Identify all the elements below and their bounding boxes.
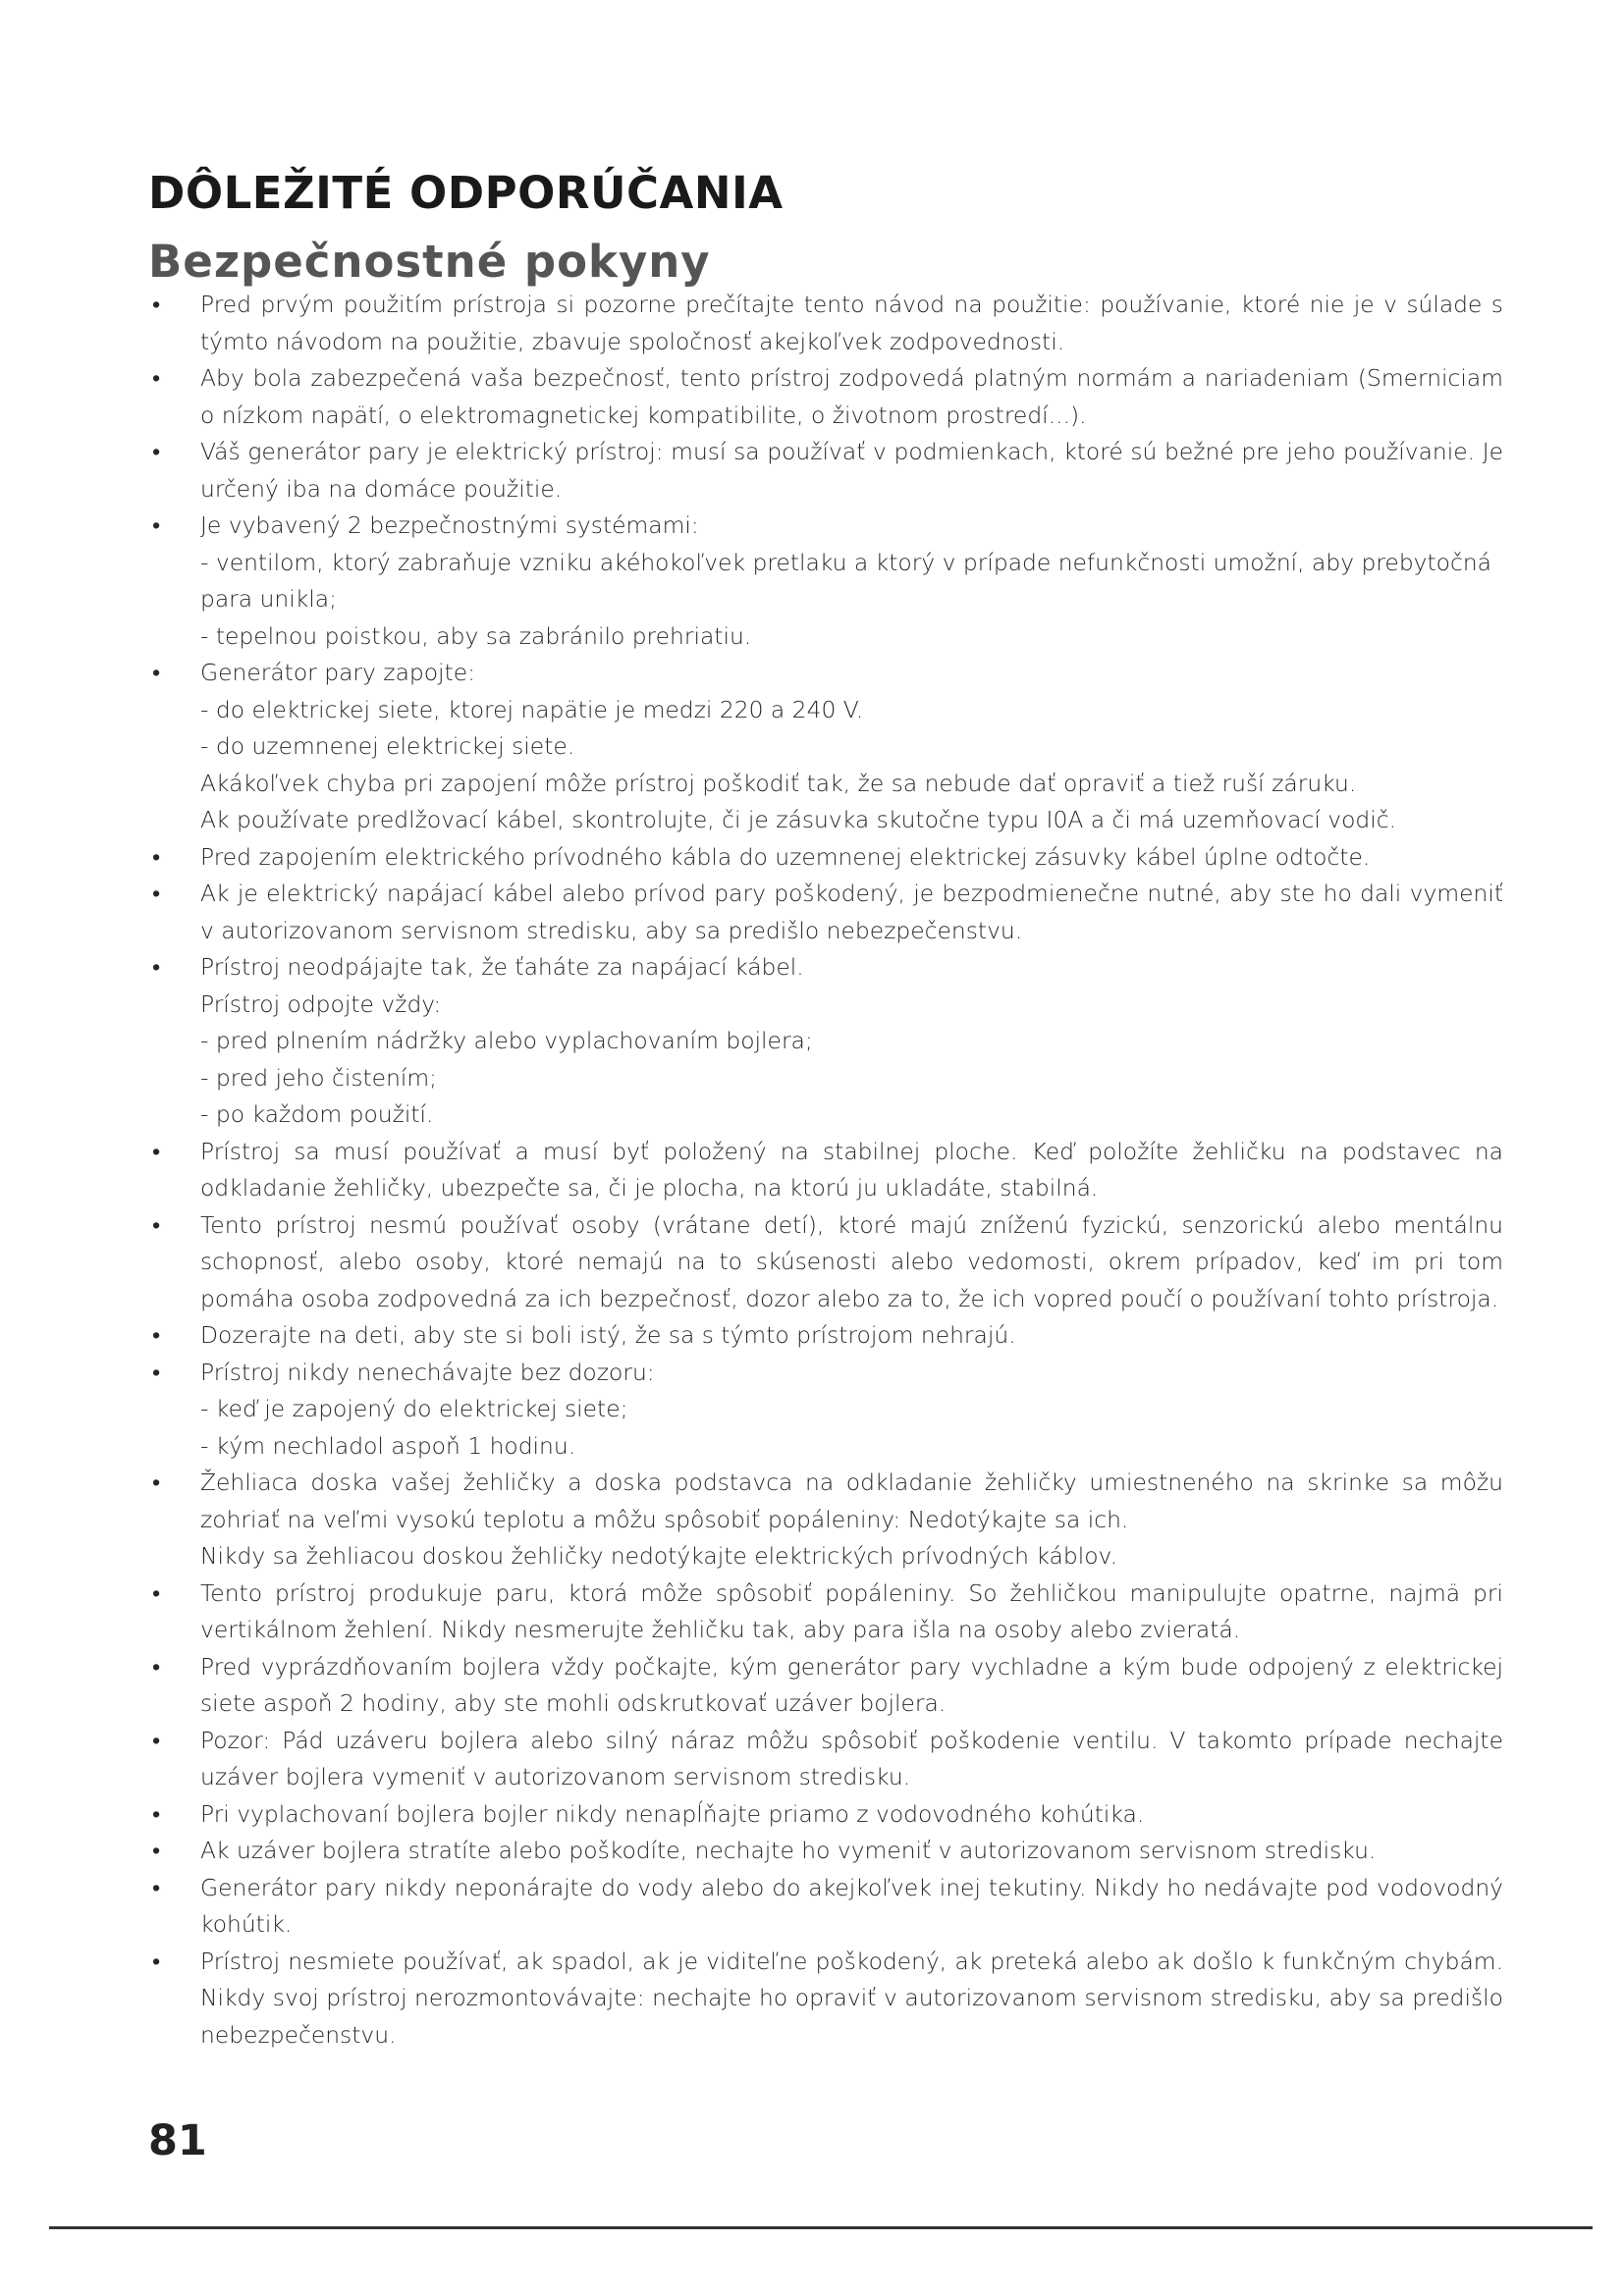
bullet-item bbox=[148, 1723, 1503, 1796]
bullet-icon: • bbox=[152, 438, 161, 465]
bullet-icon: • bbox=[152, 659, 161, 686]
bullet-text: Pri vyplachovaní bojlera bojler nikdy nenapĺňajte priamo z vodovodného kohútika. bbox=[200, 1799, 1145, 1828]
page-number: 81 bbox=[148, 2116, 207, 2165]
bullet-text: Pred vyprázdňovaním bojlera vždy počkajte, kým generátor pary vychladne a kým bude odpojený z elektrickej siete aspoň 2 hodiny, aby ste mohli odskrutkovať uzáver bojlera. bbox=[200, 1652, 1503, 1717]
bullet-icon: • bbox=[152, 291, 161, 318]
bullet-icon: • bbox=[152, 511, 161, 539]
bullet-icon: • bbox=[152, 842, 161, 871]
bullet-icon: • bbox=[152, 1137, 161, 1165]
note-text: Ak používate predlžovací kábel, skontrolujte, či je zásuvka skutočne typu I0A a či má uzemňovací vodič. bbox=[200, 806, 1397, 833]
bullet-text: Pred prvým použitím prístroja si pozorne prečítajte tento návod na použitie: používanie, ktoré nie je v súlade s týmto návodom na použitie, zbavuje spoločnosť akejkoľvek zodpovednosti. bbox=[200, 291, 1503, 355]
bullet-text: Váš generátor pary je elektrický prístroj: musí sa používať v podmienkach, ktoré sú bežné pre jeho používanie. Je určený iba na domáce použitie. bbox=[200, 438, 1503, 503]
sub-item: - do elektrickej siete, ktorej napätie je medzi 220 a 240 V. bbox=[200, 695, 864, 723]
bullet-text: Tento prístroj nesmú používať osoby (vrátane detí), ktoré majú zníženú fyzickú, senzorickú alebo mentálnu schopnosť, alebo osoby, ktoré nemajú na to skúsenosti alebo vedomosti, okrem prípadov, keď im pri tom pomáha osoba zodpovedná za ich bezpečnosť, dozor alebo za to, že ich vopred poučí o používaní tohto prístroja. bbox=[200, 1210, 1503, 1312]
bullet-text: Tento prístroj produkuje paru, ktorá môže spôsobiť popáleniny. So žehličkou manipulujte opatrne, najmä pri vertikálnom žehlení. Nikdy nesmerujte žehličku tak, aby para išla na osoby alebo zvieratá. bbox=[200, 1578, 1503, 1643]
bullet-item bbox=[148, 839, 1503, 877]
bullet-item bbox=[148, 655, 1503, 692]
bullet-icon: • bbox=[152, 1578, 161, 1607]
bullet-icon: • bbox=[152, 1799, 161, 1828]
bullet-text: Žehliaca doska vašej žehličky a doska podstavca na odkladanie žehličky umiestneného na skrinke sa môžu zohriať na veľmi vysokú teplotu a môžu spôsobiť popáleniny: Nedotýkajte sa ich. bbox=[200, 1468, 1503, 1533]
bullet-item bbox=[148, 1575, 1503, 1649]
bullet-text: Generátor pary zapojte: bbox=[200, 659, 476, 686]
bullet-item bbox=[148, 360, 1503, 434]
bullet-icon: • bbox=[152, 1358, 161, 1386]
bullet-text: Ak je elektrický napájací kábel alebo prívod pary poškodený, je bezpodmienečne nutné, aby ste ho dali vymeniť v autorizovanom servisnom stredisku, aby sa predišlo nebezpečenstvu. bbox=[200, 880, 1503, 944]
safety-instructions-list bbox=[148, 287, 1503, 2054]
bullet-item bbox=[148, 876, 1503, 949]
bullet-text: Prístroj nesmiete používať, ak spadol, ak je viditeľne poškodený, ak preteká alebo ak došlo k funkčným chybám. Nikdy svoj prístroj nerozmontovávajte: nechajte ho opraviť v autorizovanom servisnom stredisku, aby sa predišlo nebezpečenstvu. bbox=[200, 1947, 1503, 2049]
section-subtitle: Bezpečnostné pokyny bbox=[148, 236, 711, 288]
bullet-icon: • bbox=[152, 1947, 161, 1975]
bullet-item bbox=[148, 1317, 1503, 1355]
bullet-item bbox=[148, 1134, 1503, 1207]
bullet-icon: • bbox=[152, 953, 161, 981]
sub-item: - pred jeho čistením; bbox=[200, 1063, 438, 1092]
bullet-icon: • bbox=[152, 364, 161, 392]
bullet-item bbox=[148, 1355, 1503, 1392]
bullet-text: Je vybavený 2 bezpečnostnými systémami: bbox=[200, 511, 699, 539]
bullet-item bbox=[148, 1649, 1503, 1723]
bullet-item bbox=[148, 507, 1503, 545]
bullet-icon: • bbox=[152, 1652, 161, 1681]
sub-item: - tepelnou poistkou, aby sa zabránilo prehriatiu. bbox=[200, 621, 752, 650]
bullet-item bbox=[148, 1833, 1503, 1870]
bullet-icon: • bbox=[152, 1726, 161, 1754]
note-text: Akákoľvek chyba pri zapojení môže prístroj poškodiť tak, že sa nebude dať opraviť a tiež ruší záruku. bbox=[200, 769, 1357, 797]
bullet-text: Dozerajte na deti, aby ste si boli istý, že sa s týmto prístrojom nehrajú. bbox=[200, 1321, 1016, 1349]
sub-item: - keď je zapojený do elektrickej siete; bbox=[200, 1395, 628, 1422]
sub-item: - ventilom, ktorý zabraňuje vzniku akéhokoľvek pretlaku a ktorý v prípade nefunkčnosti umožní, aby prebytočná para unikla; bbox=[200, 548, 1492, 613]
bullet-icon: • bbox=[152, 880, 161, 907]
bullet-text: Ak uzáver bojlera stratíte alebo poškodíte, nechajte ho vymeniť v autorizovanom servisnom stredisku. bbox=[200, 1837, 1377, 1864]
bullet-item bbox=[148, 1465, 1503, 1538]
page-title: DÔLEŽITÉ ODPORÚČANIA bbox=[148, 167, 784, 219]
bullet-icon: • bbox=[152, 1837, 161, 1864]
bullet-text: Prístroj neodpájajte tak, že ťaháte za napájací kábel. bbox=[200, 953, 804, 981]
sub-item: - po každom použití. bbox=[200, 1100, 434, 1128]
note-text: Nikdy sa žehliacou doskou žehličky nedotýkajte elektrických prívodných káblov. bbox=[200, 1542, 1118, 1570]
sub-item: - pred plnením nádržky alebo vyplachovaním bojlera; bbox=[200, 1027, 813, 1054]
bullet-text: Generátor pary nikdy neponárajte do vody alebo do akejkoľvek inej tekutiny. Nikdy ho nedávajte pod vodovodný kohútik. bbox=[200, 1873, 1503, 1938]
bullet-text: Aby bola zabezpečená vaša bezpečnosť, tento prístroj zodpovedá platným normám a nariadeniam (Smerniciam o nízkom napätí, o elektromagnetickej kompatibilite, o životnom prostredí...). bbox=[200, 364, 1503, 429]
bullet-icon: • bbox=[152, 1210, 161, 1239]
bullet-item bbox=[148, 1796, 1503, 1834]
bullet-item bbox=[148, 1870, 1503, 1944]
bullet-text: Pred zapojením elektrického prívodného kábla do uzemnenej elektrickej zásuvky kábel úplne odtočte. bbox=[200, 842, 1371, 871]
bullet-text: Prístroj sa musí používať a musí byť položený na stabilnej ploche. Keď položíte žehličku na podstavec na odkladanie žehličky, ubezpečte sa, či je plocha, na ktorú ju ukladáte, stabilná. bbox=[200, 1137, 1503, 1201]
footer-divider bbox=[49, 2226, 1593, 2229]
note-text: Prístroj odpojte vždy: bbox=[200, 989, 442, 1018]
bullet-text: Prístroj nikdy nenechávajte bez dozoru: bbox=[200, 1358, 655, 1386]
bullet-item bbox=[148, 434, 1503, 507]
bullet-item bbox=[148, 287, 1503, 360]
sub-item: - do uzemnenej elektrickej siete. bbox=[200, 732, 575, 760]
bullet-icon: • bbox=[152, 1321, 161, 1349]
bullet-icon: • bbox=[152, 1873, 161, 1901]
bullet-text: Pozor: Pád uzáveru bojlera alebo silný náraz môžu spôsobiť poškodenie ventilu. V takomto prípade nechajte uzáver bojlera vymeniť v autorizovanom servisnom stredisku. bbox=[200, 1726, 1503, 1790]
bullet-icon: • bbox=[152, 1468, 161, 1496]
bullet-item bbox=[148, 1944, 1503, 2055]
bullet-item bbox=[148, 1207, 1503, 1318]
sub-item: - kým nechladol aspoň 1 hodinu. bbox=[200, 1431, 576, 1460]
bullet-item bbox=[148, 949, 1503, 987]
